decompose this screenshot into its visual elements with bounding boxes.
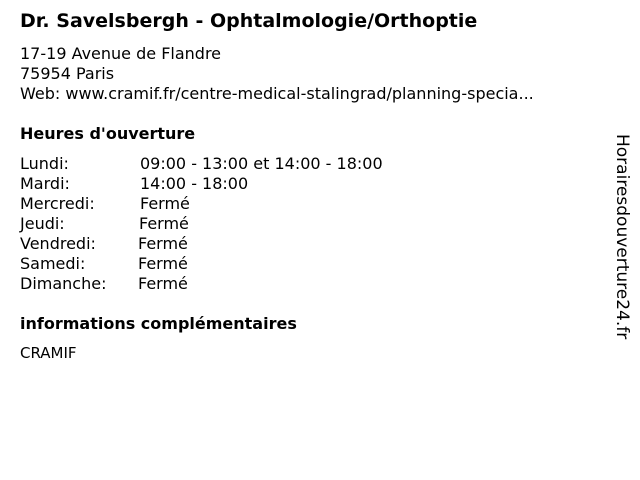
- day-hours: Fermé: [138, 274, 188, 293]
- web-label: Web:: [20, 84, 61, 103]
- day-label: Lundi:: [20, 154, 69, 173]
- day-hours: Fermé: [140, 194, 190, 213]
- web-line: [20, 84, 534, 104]
- day-label: Mardi:: [20, 174, 70, 193]
- info-text: CRAMIF: [20, 344, 77, 362]
- day-hours: 14:00 - 18:00: [140, 174, 249, 193]
- hours-row-thursday: [20, 214, 383, 234]
- page-title: Dr. Savelsbergh - Ophtalmologie/Orthoptie: [20, 10, 478, 32]
- web-link[interactable]: www.cramif.fr/centre-medical-stalingrad/planning-specia...: [65, 84, 534, 103]
- hours-row-sunday: [20, 274, 383, 294]
- hours-heading: Heures d'ouverture: [20, 124, 196, 143]
- street-address: 17-19 Avenue de Flandre: [20, 44, 222, 63]
- hours-table: [20, 154, 383, 294]
- day-label: Mercredi:: [20, 194, 95, 213]
- day-hours: Fermé: [139, 214, 189, 233]
- day-hours: 09:00 - 13:00 et 14:00 - 18:00: [140, 154, 383, 173]
- day-label: Samedi:: [20, 254, 86, 273]
- day-label: Dimanche:: [20, 274, 107, 293]
- hours-row-friday: [20, 234, 383, 254]
- hours-row-saturday: [20, 254, 383, 274]
- hours-row-wednesday: [20, 194, 383, 214]
- day-hours: Fermé: [138, 254, 188, 273]
- city-address: 75954 Paris: [20, 64, 115, 83]
- day-hours: Fermé: [138, 234, 188, 253]
- site-watermark: Horairesdouverture24.fr: [612, 134, 632, 340]
- day-label: Jeudi:: [20, 214, 65, 233]
- day-label: Vendredi:: [20, 234, 96, 253]
- hours-row-tuesday: [20, 174, 383, 194]
- hours-row-monday: [20, 154, 383, 174]
- address-block: [20, 44, 534, 104]
- info-heading: informations complémentaires: [20, 314, 297, 333]
